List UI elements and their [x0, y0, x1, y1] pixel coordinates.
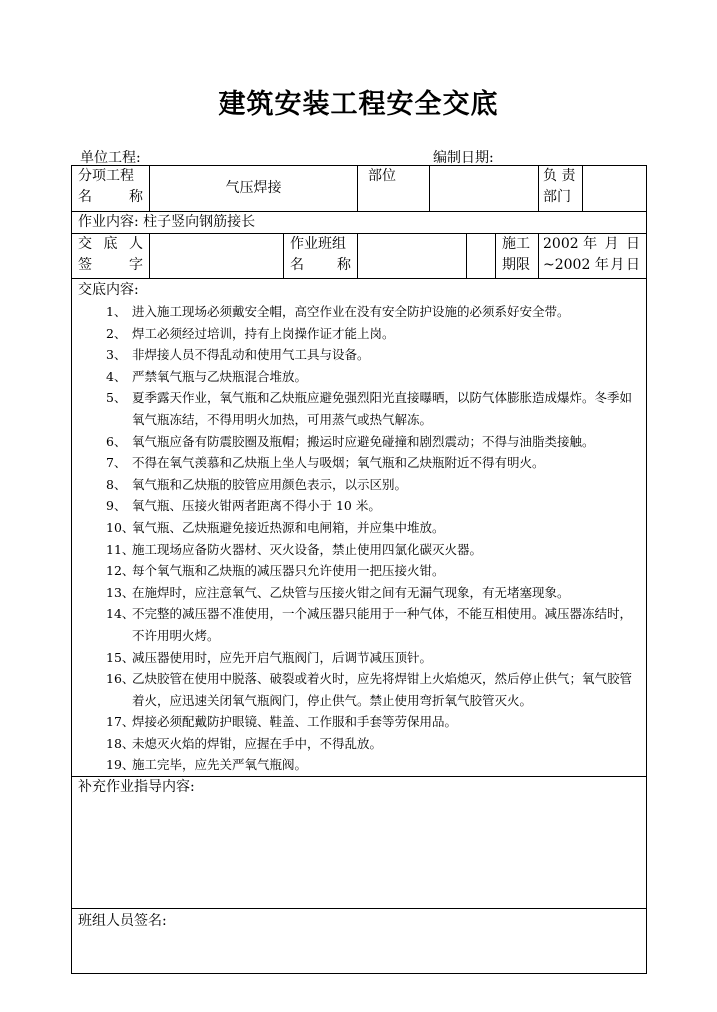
briefing-item-text: 氧气瓶应备有防震胶圈及瓶帽；搬运时应避免碰撞和剧烈震动；不得与油脂类接触。 [132, 433, 595, 449]
briefing-item-number: 6、 [106, 433, 127, 449]
briefing-content-section [72, 279, 647, 777]
location-label: 部位 [358, 166, 430, 212]
briefing-item-number: 1、 [106, 304, 127, 319]
briefing-item-text: 夏季露天作业，氧气瓶和乙炔瓶应避免强烈阳光直接曝晒，以防气体膨胀造成爆炸。冬季如氧气瓶冻结，不得用明火加热，可用蒸气或热气解冻。 [132, 390, 633, 427]
briefing-item [106, 301, 640, 323]
briefing-item-number: 10、 [106, 519, 135, 535]
briefing-item-text: 焊工必须经过培训，持有上岗操作证才能上岗。 [132, 325, 395, 341]
responsible-dept-value [583, 166, 646, 211]
briefing-item-text: 每个氧气瓶和乙炔瓶的减压器只允许使用一把压接火钳。 [132, 563, 445, 579]
work-content-value: 柱子竖向钢筋接长 [143, 214, 256, 230]
briefing-item-text: 不完整的减压器不准使用，一个减压器只能用于一种气体，不能互相使用。减压器冻结时，不许用明火烤。 [132, 606, 633, 643]
briefing-item-number: 4、 [106, 368, 127, 384]
briefing-item [106, 495, 640, 517]
supplement-label: 补充作业指导内容: [78, 779, 195, 796]
work-team-value [358, 234, 467, 279]
briefer-signature-value [150, 234, 284, 279]
briefing-item-text: 严禁氧气瓶与乙炔瓶混合堆放。 [132, 368, 308, 384]
safety-briefing-form [71, 165, 647, 974]
construction-period-value: 2002 年 月 日 ~2002 年 月 日 [539, 234, 647, 279]
responsible-dept-cell [539, 166, 647, 212]
briefing-item [106, 474, 640, 496]
team-signature-section [72, 909, 647, 974]
construction-period-label: 施工 期限 [496, 234, 539, 279]
briefing-item [106, 366, 640, 388]
briefing-item [106, 603, 640, 646]
briefing-item [106, 387, 640, 430]
subproject-name-label: 分项工程 名 称 [72, 166, 150, 212]
briefing-item-number: 17、 [106, 714, 135, 730]
briefing-item-text: 未熄灭火焰的焊钳，应握在手中，不得乱放。 [132, 735, 383, 751]
work-team-label: 作业班组 名 称 [284, 234, 358, 279]
location-value [430, 166, 539, 212]
briefing-item [106, 668, 640, 711]
supplement-section [72, 777, 647, 909]
unit-project-label: 单位工程: [80, 150, 141, 166]
briefing-item-text: 不得在氧气羡慕和乙炔瓶上坐人与吸烟；氧气瓶和乙炔瓶附近不得有明火。 [132, 455, 545, 471]
briefing-item [106, 582, 640, 604]
briefing-item-text: 在施焊时，应注意氧气、乙炔管与压接火钳之间有无漏气现象，有无堵塞现象。 [132, 584, 570, 600]
briefing-item-text: 非焊接人员不得乱动和使用气工具与设备。 [132, 347, 370, 363]
briefing-item-text: 进入施工现场必须戴安全帽，高空作业在没有安全防护设施的必须系好安全带。 [132, 304, 570, 319]
work-content-row [72, 212, 647, 234]
briefing-item-number: 14、 [106, 606, 135, 622]
briefing-item-number: 8、 [106, 476, 127, 492]
briefing-item [106, 323, 640, 345]
briefing-item-text: 氧气瓶、压接火钳两者距离不得小于 10 米。 [132, 498, 381, 514]
briefing-item-number: 12、 [106, 563, 135, 579]
briefing-items-list [78, 301, 640, 776]
briefing-item-number: 11、 [106, 541, 135, 557]
team-signature-label: 班组人员签名: [78, 913, 167, 930]
briefing-item-text: 施工现场应备防火器材、灭火设备，禁止使用四氯化碳灭火器。 [132, 541, 483, 557]
briefing-item [106, 733, 640, 755]
briefing-item-number: 3、 [106, 347, 127, 363]
briefing-item-text: 乙炔胶管在使用中脱落、破裂或着火时，应先将焊钳上火焰熄灭，然后停止供气；氧气胶管着火，应迅速关闭氧气瓶阀门，停止供气。禁止使用弯折氧气胶管灭火。 [132, 671, 633, 708]
briefing-item-text: 焊接必须配戴防护眼镜、鞋盖、工作服和手套等劳保用品。 [132, 714, 458, 730]
briefing-item [106, 711, 640, 733]
briefing-item [106, 647, 640, 669]
briefing-item-text: 施工完毕，应先关严氧气瓶阀。 [132, 757, 308, 773]
responsible-dept-label: 负 责 部门 [539, 166, 583, 211]
document-title: 建筑安装工程安全交底 [218, 89, 499, 120]
subproject-name-value: 气压焊接 [150, 166, 358, 212]
work-content-label: 作业内容: [78, 214, 139, 230]
briefing-content-label: 交底内容: [78, 282, 139, 298]
briefing-item-number: 9、 [106, 498, 127, 514]
briefing-item [106, 431, 640, 453]
briefing-item-number: 19、 [106, 757, 135, 773]
briefing-item-number: 2、 [106, 325, 127, 341]
compile-date-label: 编制日期: [433, 150, 494, 166]
briefing-item-number: 7、 [106, 455, 127, 471]
briefing-item [106, 754, 640, 776]
briefing-item [106, 517, 640, 539]
briefing-item-text: 氧气瓶、乙炔瓶避免接近热源和电闸箱，并应集中堆放。 [132, 519, 445, 535]
briefing-item-number: 5、 [106, 390, 127, 406]
briefing-item [106, 560, 640, 582]
briefer-signature-label: 交 底 人 签 字 [72, 234, 150, 279]
briefing-item [106, 452, 640, 474]
briefing-item [106, 344, 640, 366]
briefing-item-number: 16、 [106, 671, 135, 687]
briefing-item-number: 13、 [106, 584, 135, 600]
briefing-item-number: 15、 [106, 649, 135, 665]
briefing-item-text: 氧气瓶和乙炔瓶的胶管应用颜色表示，以示区别。 [132, 476, 408, 492]
briefing-item [106, 539, 640, 561]
briefing-item-text: 减压器使用时，应先开启气瓶阀门，后调节减压顶针。 [132, 649, 433, 665]
briefing-item-number: 18、 [106, 735, 135, 751]
